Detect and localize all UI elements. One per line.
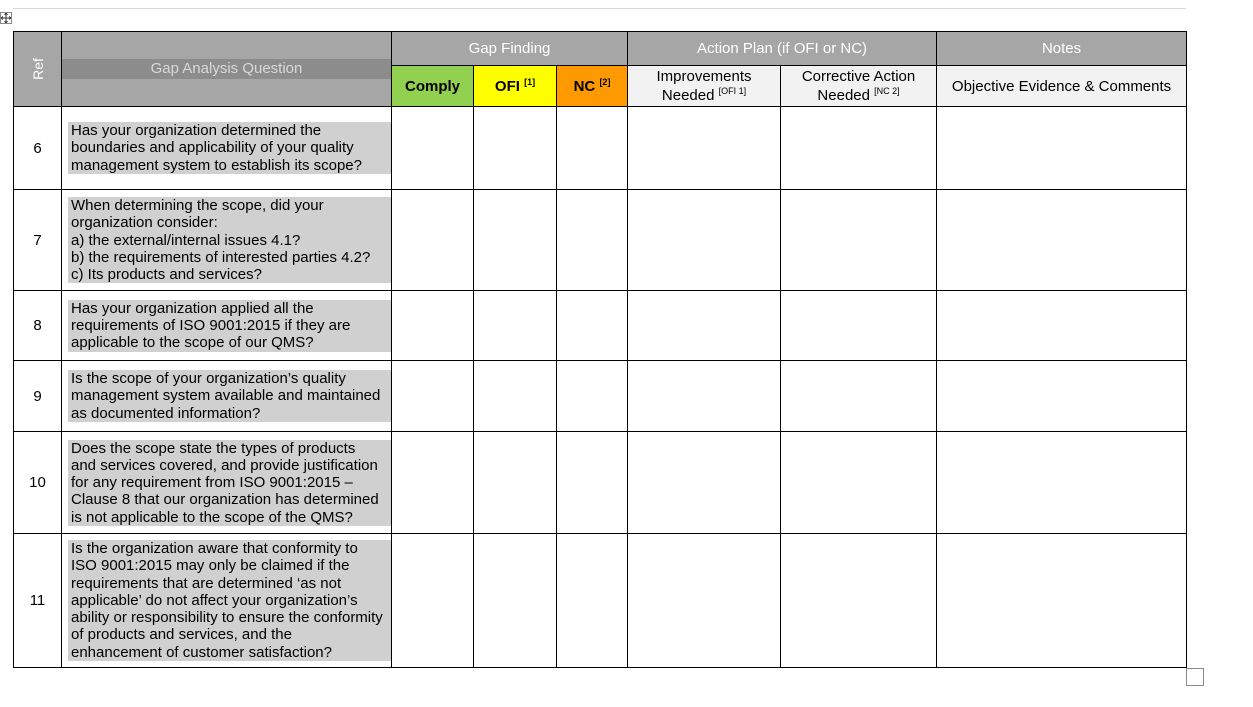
comply-cell[interactable] — [392, 107, 474, 190]
ofi-cell[interactable] — [474, 361, 557, 432]
nc-cell[interactable] — [557, 291, 628, 361]
comply-cell[interactable] — [392, 190, 474, 291]
improvements-cell[interactable] — [628, 190, 781, 291]
question-cell[interactable] — [62, 534, 392, 668]
ref-cell: 9 — [14, 361, 62, 432]
question-cell[interactable] — [62, 432, 392, 534]
ref-cell: 10 — [14, 432, 62, 534]
evidence-cell[interactable] — [937, 361, 1187, 432]
table-resize-handle[interactable] — [1186, 668, 1204, 686]
top-rule — [13, 8, 1186, 9]
ofi-cell[interactable] — [474, 107, 557, 190]
nc-cell[interactable] — [557, 432, 628, 534]
question-cell[interactable] — [62, 291, 392, 361]
gap-analysis-table — [13, 31, 1187, 668]
nc-cell[interactable] — [557, 190, 628, 291]
improvements-cell[interactable] — [628, 361, 781, 432]
nc-cell[interactable] — [557, 534, 628, 668]
ref-cell: 11 — [14, 534, 62, 668]
evidence-cell[interactable] — [937, 291, 1187, 361]
comply-cell[interactable] — [392, 432, 474, 534]
table-row — [14, 190, 1187, 291]
notes-header: Notes — [937, 32, 1187, 66]
evidence-cell[interactable] — [937, 190, 1187, 291]
nc-header: NC [2] — [557, 66, 628, 107]
ref-cell: 8 — [14, 291, 62, 361]
corrective-cell[interactable] — [781, 107, 937, 190]
question-text: Is the organization aware that conformity to ISO 9001:2015 may only be claimed if the requirements that are determined ‘as not applicable’ do not affect your organization’s ability or responsibility to ensure the conformity of products and services, and the enhancement of customer satisfaction? — [68, 540, 391, 661]
question-text: Does the scope state the types of products and services covered, and provide justification for any requirement from ISO 9001:2015 – Clause 8 that our organization has determined is not applicable to the scope of the QMS? — [68, 440, 391, 526]
nc-cell[interactable] — [557, 361, 628, 432]
corrective-cell[interactable] — [781, 534, 937, 668]
question-text: Has your organization determined the boundaries and applicability of your quality management system to establish its scope? — [68, 122, 391, 174]
ref-cell: 7 — [14, 190, 62, 291]
corrective-cell[interactable] — [781, 361, 937, 432]
corrective-cell[interactable] — [781, 291, 937, 361]
ofi-cell[interactable] — [474, 432, 557, 534]
ref-header: Ref — [14, 32, 62, 107]
corrective-action-header: Corrective Action Needed [NC 2] — [781, 66, 937, 107]
header-row-top — [14, 32, 1187, 66]
corrective-cell[interactable] — [781, 432, 937, 534]
comply-cell[interactable] — [392, 361, 474, 432]
ofi-cell[interactable] — [474, 534, 557, 668]
table-row — [14, 361, 1187, 432]
ofi-cell[interactable] — [474, 291, 557, 361]
evidence-cell[interactable] — [937, 107, 1187, 190]
evidence-cell[interactable] — [937, 534, 1187, 668]
improvements-needed-header: Improvements Needed [OFI 1] — [628, 66, 781, 107]
ofi-header: OFI [1] — [474, 66, 557, 107]
comply-cell[interactable] — [392, 534, 474, 668]
question-header — [62, 32, 392, 107]
action-plan-header: Action Plan (if OFI or NC) — [628, 32, 937, 66]
table-row — [14, 107, 1187, 190]
nc-cell[interactable] — [557, 107, 628, 190]
comply-cell[interactable] — [392, 291, 474, 361]
question-text: Is the scope of your organization’s quality management system available and maintained as documented information? — [68, 370, 391, 422]
improvements-cell[interactable] — [628, 291, 781, 361]
ref-cell: 6 — [14, 107, 62, 190]
question-text: Has your organization applied all the requirements of ISO 9001:2015 if they are applicable to the scope of our QMS? — [68, 300, 391, 352]
table-row — [14, 534, 1187, 668]
evidence-cell[interactable] — [937, 432, 1187, 534]
question-text: When determining the scope, did your organization consider: a) the external/internal issues 4.1? b) the requirements of interested parties 4.2? c) Its products and services? — [68, 197, 391, 283]
question-cell[interactable] — [62, 107, 392, 190]
improvements-cell[interactable] — [628, 107, 781, 190]
improvements-cell[interactable] — [628, 432, 781, 534]
gap-finding-header: Gap Finding — [392, 32, 628, 66]
table-row — [14, 291, 1187, 361]
evidence-header: Objective Evidence & Comments — [937, 66, 1187, 107]
question-cell[interactable] — [62, 361, 392, 432]
question-header-label: Gap Analysis Question — [62, 59, 391, 79]
table-row — [14, 432, 1187, 534]
improvements-cell[interactable] — [628, 534, 781, 668]
question-cell[interactable] — [62, 190, 392, 291]
ofi-cell[interactable] — [474, 190, 557, 291]
comply-header: Comply — [392, 66, 474, 107]
table-move-handle-icon[interactable] — [0, 12, 12, 24]
corrective-cell[interactable] — [781, 190, 937, 291]
